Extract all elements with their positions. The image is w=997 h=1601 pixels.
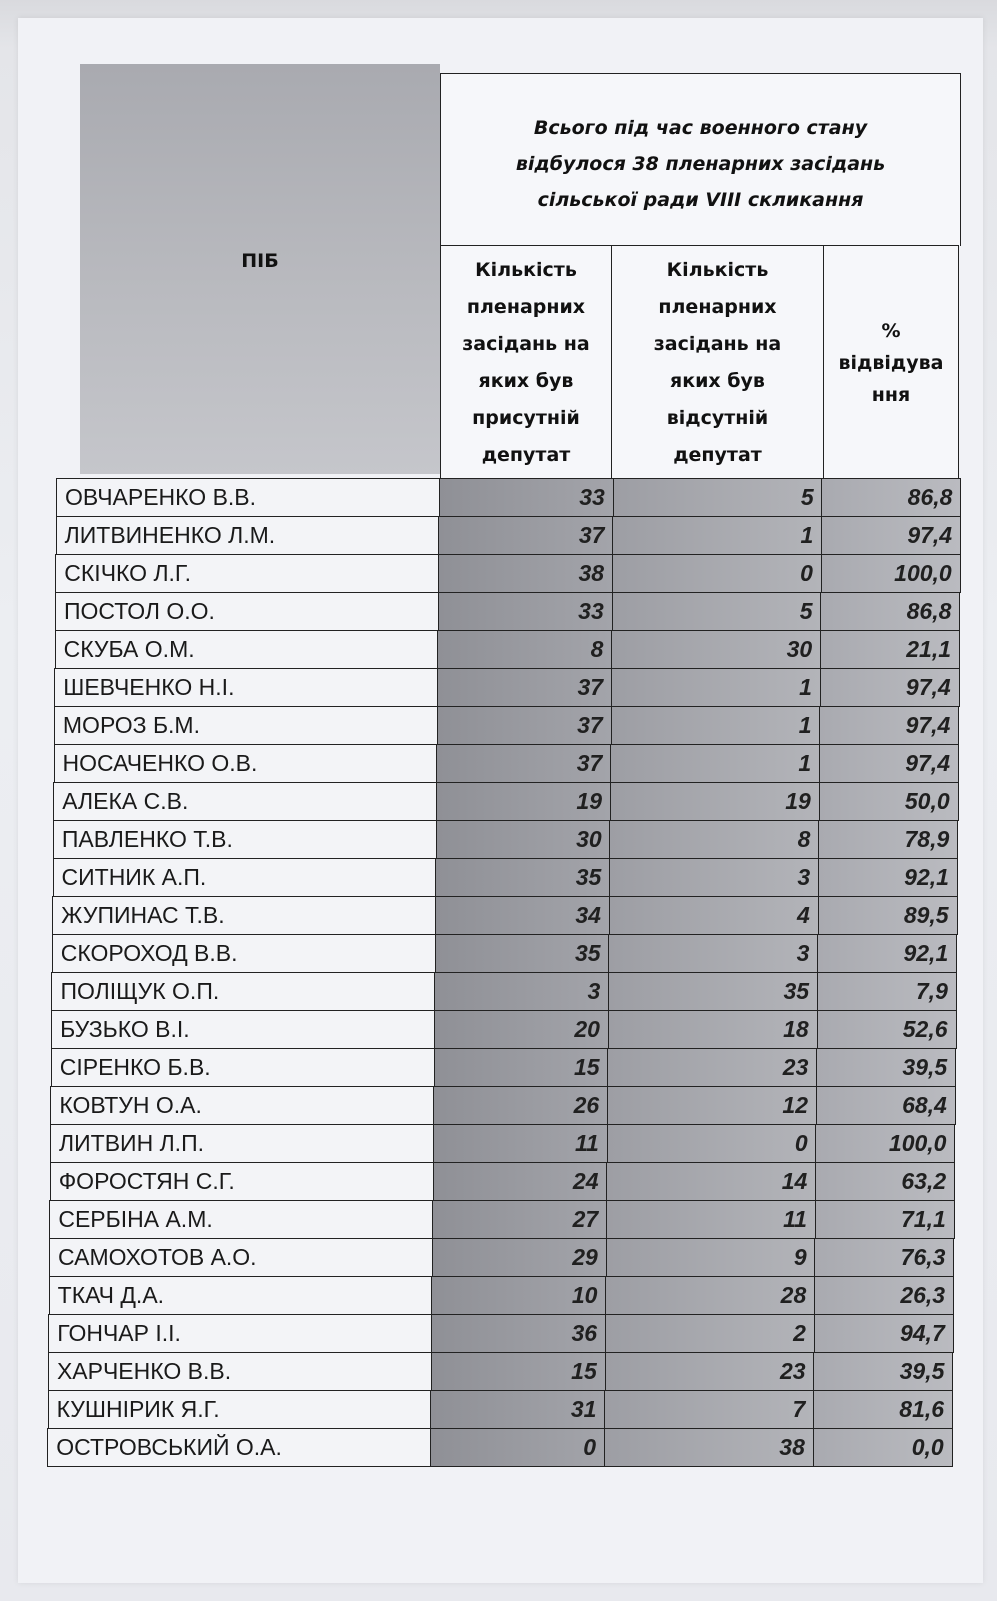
table-row [53, 858, 971, 896]
table-row [53, 782, 970, 820]
deputy-name-cell: ЛИТВИН Л.П. [50, 1124, 434, 1163]
deputy-name-cell: ПОЛІЩУК О.П. [51, 972, 435, 1011]
table-row [53, 820, 970, 858]
present-count-cell: 37 [437, 706, 612, 745]
attendance-percent-cell: 26,3 [814, 1276, 954, 1315]
absent-count-cell: 2 [605, 1314, 815, 1353]
table-row [48, 1352, 970, 1390]
present-count-cell: 33 [439, 478, 614, 517]
absent-count-cell: 0 [612, 554, 822, 593]
present-count-cell: 26 [433, 1086, 608, 1125]
absent-count-cell: 0 [607, 1124, 817, 1163]
present-count-cell: 37 [436, 744, 611, 783]
deputy-name-cell: СИТНИК А.П. [53, 858, 437, 897]
attendance-percent-cell: 97,4 [819, 706, 959, 745]
present-count-cell: 19 [436, 782, 611, 821]
attendance-percent-cell: 100,0 [815, 1124, 955, 1163]
absent-count-cell: 23 [607, 1048, 817, 1087]
present-count-cell: 35 [435, 934, 610, 973]
table-row [52, 934, 970, 972]
table-title: Всього під час военного стану відбулося 38 пленарних засідань сільської ради VIII скликання [515, 117, 886, 211]
deputy-name-cell: ПОСТОЛ О.О. [55, 592, 439, 631]
deputy-name-cell: СКІЧКО Л.Г. [55, 554, 439, 593]
table-row [56, 478, 970, 516]
deputy-name-cell: ЛИТВИНЕНКО Л.М. [56, 516, 440, 555]
present-count-cell: 10 [431, 1276, 606, 1315]
table-row [55, 554, 970, 592]
table-row [49, 1200, 970, 1238]
attendance-percent-cell: 97,4 [819, 744, 959, 783]
absent-count-cell: 12 [607, 1086, 817, 1125]
deputy-name-cell: СКОРОХОД В.В. [52, 934, 436, 973]
table-row [50, 1086, 970, 1124]
attendance-percent-cell: 97,4 [821, 516, 961, 555]
deputy-name-cell: ПАВЛЕНКО Т.В. [53, 820, 437, 859]
attendance-percent-cell: 21,1 [820, 630, 960, 669]
deputy-name-cell: ТКАЧ Д.А. [49, 1276, 433, 1315]
absent-count-cell: 28 [605, 1276, 815, 1315]
present-count-cell: 33 [438, 592, 613, 631]
absent-count-cell: 19 [610, 782, 820, 821]
absent-count-cell: 8 [609, 820, 819, 859]
attendance-percent-cell: 52,6 [817, 1010, 957, 1049]
table-row [52, 896, 970, 934]
present-count-cell: 15 [434, 1048, 609, 1087]
absent-count-cell: 9 [606, 1238, 816, 1277]
absent-count-cell: 1 [610, 744, 820, 783]
deputy-name-cell: НОСАЧЕНКО О.В. [54, 744, 438, 783]
deputy-name-cell: МОРОЗ Б.М. [54, 706, 438, 745]
deputy-name-cell: БУЗЬКО В.І. [51, 1010, 435, 1049]
absent-count-cell: 30 [611, 630, 821, 669]
absent-count-cell: 18 [608, 1010, 818, 1049]
deputy-name-cell: АЛЕКА С.В. [53, 782, 437, 821]
absent-count-cell: 14 [606, 1162, 816, 1201]
table-row [51, 1048, 970, 1086]
present-count-cell: 38 [438, 554, 613, 593]
deputy-name-cell: СКУБА О.М. [55, 630, 439, 669]
present-column-header: Кількість пленарних засідань на яких був присутній депутат [440, 245, 612, 481]
table-row [49, 1238, 970, 1276]
present-count-cell: 36 [431, 1314, 606, 1353]
present-count-cell: 3 [434, 972, 609, 1011]
present-count-cell: 15 [431, 1352, 606, 1391]
absent-column-header: Кількість пленарних засідань на яких був відсутній депутат [611, 245, 824, 481]
present-count-cell: 29 [432, 1238, 607, 1277]
attendance-percent-cell: 76,3 [814, 1238, 954, 1277]
attendance-percent-cell: 97,4 [820, 668, 960, 707]
table-row [54, 668, 970, 706]
present-count-cell: 37 [438, 516, 613, 555]
present-count-cell: 20 [434, 1010, 609, 1049]
deputy-name-cell: ШЕВЧЕНКО Н.І. [54, 668, 438, 707]
attendance-percent-cell: 92,1 [817, 934, 957, 973]
deputy-name-cell: КУШНІРИК Я.Г. [48, 1390, 432, 1429]
table-row [48, 1314, 970, 1352]
absent-count-cell: 4 [609, 896, 819, 935]
absent-count-cell: 35 [608, 972, 818, 1011]
deputy-name-cell: ОСТРОВСЬКИЙ О.А. [47, 1428, 431, 1467]
table-row [54, 744, 970, 782]
table-row [55, 592, 970, 630]
absent-count-cell: 3 [609, 858, 819, 897]
attendance-percent-cell: 71,1 [815, 1200, 955, 1239]
attendance-percent-cell: 50,0 [819, 782, 959, 821]
present-count-cell: 31 [430, 1390, 605, 1429]
attendance-percent-cell: 100,0 [821, 554, 961, 593]
attendance-percent-cell: 94,7 [814, 1314, 954, 1353]
present-count-cell: 30 [436, 820, 611, 859]
deputy-name-cell: ОВЧАРЕНКО В.В. [56, 478, 440, 517]
attendance-percent-cell: 86,8 [820, 592, 960, 631]
absent-count-cell: 5 [613, 478, 823, 517]
deputy-name-cell: СІРЕНКО Б.В. [51, 1048, 435, 1087]
table-row [56, 516, 970, 554]
table-row [49, 1276, 970, 1314]
absent-count-cell: 1 [611, 668, 821, 707]
attendance-percent-cell: 68,4 [816, 1086, 956, 1125]
absent-count-cell: 7 [604, 1390, 814, 1429]
present-count-cell: 34 [435, 896, 610, 935]
present-count-cell: 37 [437, 668, 612, 707]
absent-count-cell: 23 [605, 1352, 815, 1391]
table-row [54, 706, 970, 744]
percent-column-header: % відвідува ння [823, 245, 959, 481]
present-count-cell: 27 [432, 1200, 607, 1239]
absent-count-cell: 38 [604, 1428, 814, 1467]
present-count-cell: 11 [433, 1124, 608, 1163]
present-count-cell: 35 [435, 858, 610, 897]
deputy-name-cell: САМОХОТОВ А.О. [49, 1238, 433, 1277]
attendance-percent-cell: 39,5 [816, 1048, 956, 1087]
absent-count-cell: 1 [612, 516, 822, 555]
table-row [55, 630, 970, 668]
deputy-name-cell: ХАРЧЕНКО В.В. [48, 1352, 432, 1391]
deputy-name-cell: КОВТУН О.А. [50, 1086, 434, 1125]
attendance-percent-cell: 0,0 [813, 1428, 953, 1467]
table-row [51, 1010, 970, 1048]
absent-count-cell: 5 [612, 592, 822, 631]
absent-count-cell: 3 [608, 934, 818, 973]
table-row [47, 1428, 970, 1466]
deputy-name-cell: ЖУПИНАС Т.В. [52, 896, 436, 935]
attendance-percent-cell: 86,8 [821, 478, 961, 517]
table-row [51, 972, 970, 1010]
present-count-cell: 24 [433, 1162, 608, 1201]
attendance-percent-cell: 89,5 [818, 896, 958, 935]
deputy-name-cell: СЕРБІНА А.М. [49, 1200, 433, 1239]
attendance-percent-cell: 78,9 [818, 820, 958, 859]
deputies-table-body [48, 478, 970, 1466]
absent-count-cell: 1 [611, 706, 821, 745]
table-row [48, 1390, 970, 1428]
table-title-cell [440, 73, 961, 246]
table-row [50, 1162, 970, 1200]
present-count-cell: 0 [430, 1428, 605, 1467]
attendance-percent-cell: 39,5 [813, 1352, 953, 1391]
attendance-percent-cell: 63,2 [815, 1162, 955, 1201]
deputy-name-cell: ФОРОСТЯН С.Г. [50, 1162, 434, 1201]
attendance-percent-cell: 7,9 [817, 972, 957, 1011]
attendance-percent-cell: 81,6 [813, 1390, 953, 1429]
deputy-name-cell: ГОНЧАР І.І. [48, 1314, 432, 1353]
attendance-percent-cell: 92,1 [818, 858, 958, 897]
pib-header: ПІБ [241, 250, 279, 272]
present-count-cell: 8 [437, 630, 612, 669]
table-row [50, 1124, 970, 1162]
absent-count-cell: 11 [606, 1200, 816, 1239]
